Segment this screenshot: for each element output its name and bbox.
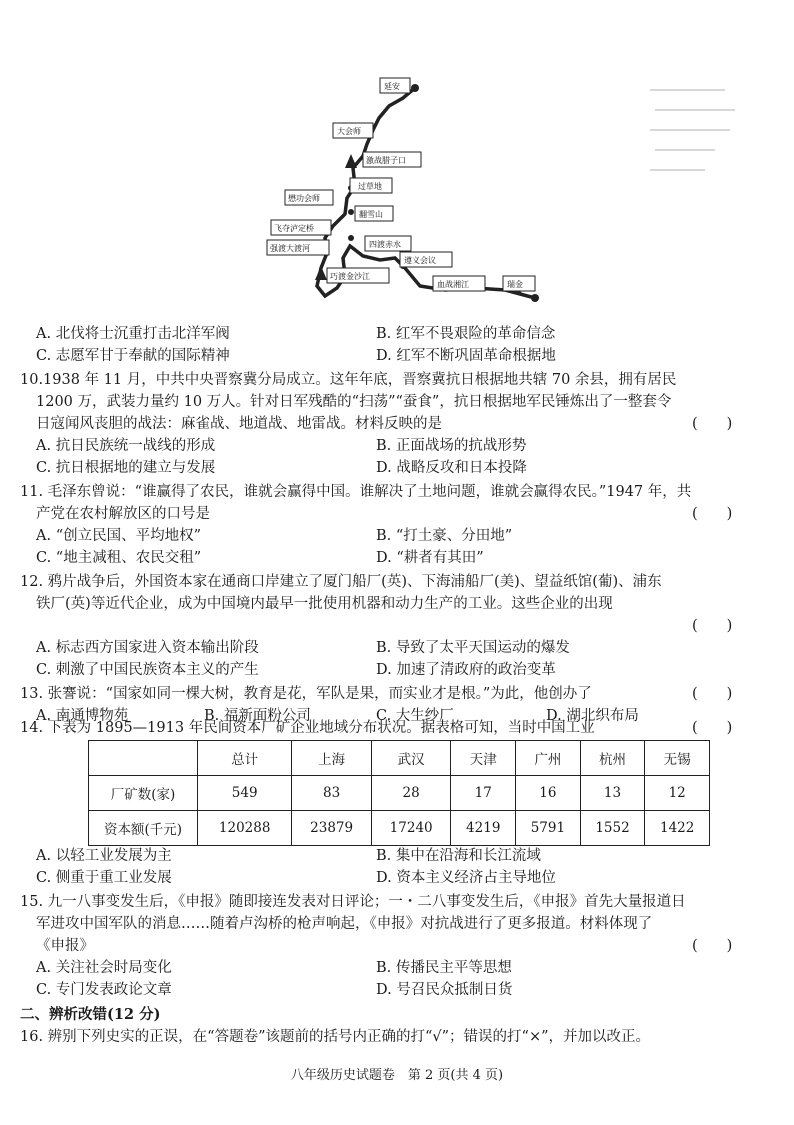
table-cell: 5791 <box>516 811 581 846</box>
table-cell: 4219 <box>451 811 516 846</box>
table-cell: 17 <box>451 776 516 811</box>
q11-answer-paren: ( ) <box>692 506 733 522</box>
map-label: 遵义会议 <box>404 256 436 265</box>
q11-option-b: B. “打土豪、分田地” <box>376 528 513 544</box>
map-label: 翻雪山 <box>359 210 383 219</box>
q12-text-line-2: 铁厂(英)等近代企业，成为中国境内最早一批使用机器和动力生产的工业。这些企业的出现 <box>36 596 613 612</box>
q10-option-c: C. 抗日根据地的建立与发展 <box>36 460 216 476</box>
q15-option-c: C. 专门发表政论文章 <box>36 982 172 998</box>
table-cell: 28 <box>371 776 451 811</box>
q11-option-c: C. “地主减租、农民交租” <box>36 550 202 566</box>
q12-option-a: A. 标志西方国家进入资本输出阶段 <box>36 640 259 656</box>
q11-option-a: A. “创立民国、平均地权” <box>36 528 202 544</box>
table-cell: 厂矿数(家) <box>89 776 198 811</box>
map-label: 飞夺泸定桥 <box>274 224 314 233</box>
q9-option-a: A. 北伐将士沉重打击北洋军阀 <box>36 326 230 342</box>
table-header-cell: 广州 <box>516 741 581 776</box>
q14-option-d: D. 资本主义经济占主导地位 <box>376 870 556 886</box>
q15-option-d: D. 号召民众抵制日货 <box>376 982 513 998</box>
q14-option-a: A. 以轻工业发展为主 <box>36 848 172 864</box>
map-label: 懋功会师 <box>288 194 320 203</box>
table-cell: 549 <box>198 776 292 811</box>
q14-option-b: B. 集中在沿海和长江流域 <box>376 848 541 864</box>
q11-text-line-2: 产党在农村解放区的口号是 <box>36 506 210 522</box>
q9-option-d: D. 红军不断巩固革命根据地 <box>376 348 556 364</box>
page-footer: 八年级历史试题卷 第 2 页(共 4 页) <box>290 1068 504 1083</box>
table-header-cell: 杭州 <box>580 741 645 776</box>
q13-option-c: C. 大生纱厂 <box>376 708 454 724</box>
q10-text-line-3: 日寇闻风丧胆的战法：麻雀战、地道战、地雷战。材料反映的是 <box>36 416 442 432</box>
table-row <box>89 811 710 846</box>
table-row <box>89 776 710 811</box>
table-cell: 120288 <box>198 811 292 846</box>
long-march-route-map <box>255 68 555 308</box>
q16-text: 16. 辨别下列史实的正误，在“答题卷”该题前的括号内正确的打“√”；错误的打“×”，并加以改正。 <box>20 1029 651 1045</box>
q9-option-c: C. 志愿军甘于奉献的国际精神 <box>36 348 230 364</box>
table-cell: 12 <box>645 776 710 811</box>
q12-option-d: D. 加速了清政府的政治变革 <box>376 662 556 678</box>
q10-answer-paren: ( ) <box>692 416 733 432</box>
q13-option-b: B. 福新面粉公司 <box>204 708 311 724</box>
table-cell: 13 <box>580 776 645 811</box>
q11-text-line-1: 11. 毛泽东曾说：“谁赢得了农民，谁就会赢得中国。谁解决了土地问题，谁就会赢得农民。”1947 年，共 <box>20 484 692 500</box>
q13-option-d: D. 湖北织布局 <box>546 708 639 724</box>
arrow-north <box>345 154 357 168</box>
q10-option-a: A. 抗日民族统一战线的形成 <box>36 438 216 454</box>
map-label: 过草地 <box>358 182 382 191</box>
q15-option-a: A. 关注社会时局变化 <box>36 960 172 976</box>
table-cell: 16 <box>516 776 581 811</box>
map-label: 四渡赤水 <box>369 240 401 249</box>
q14-text: 14. 下表为 1895—1913 年民间资本厂矿企业地域分布状况。据表格可知，当时中国工业 <box>20 720 595 736</box>
table-header-cell: 无锡 <box>645 741 710 776</box>
bleed-through-marks <box>645 80 745 180</box>
table-cell: 1422 <box>645 811 710 846</box>
q11-option-d: D. “耕者有其田” <box>376 550 484 566</box>
map-label: 血战湘江 <box>437 280 469 289</box>
q10-option-b: B. 正面战场的抗战形势 <box>376 438 527 454</box>
q15-answer-paren: ( ) <box>692 938 733 954</box>
q14-option-c: C. 侧重于重工业发展 <box>36 870 172 886</box>
q9-option-b: B. 红军不畏艰险的革命信念 <box>376 326 556 342</box>
map-label: 激战腊子口 <box>366 156 406 165</box>
q12-option-c: C. 刺激了中国民族资本主义的产生 <box>36 662 259 678</box>
q13-answer-paren: ( ) <box>692 686 733 702</box>
q12-option-b: B. 导致了太平天国运动的爆发 <box>376 640 570 656</box>
q10-option-d: D. 战略反攻和日本投降 <box>376 460 527 476</box>
table-cell: 资本额(千元) <box>89 811 198 846</box>
q14-enterprise-table <box>88 740 710 846</box>
q15-text-line-2: 军进攻中国军队的消息……随着卢沟桥的枪声响起，《申报》对抗战进行了更多报道。材料体现了 <box>36 916 653 932</box>
q12-text-line-1: 12. 鸦片战争后，外国资本家在通商口岸建立了厦门船厂(英)、下海浦船厂(美)、望益纸馆(葡)、浦东 <box>20 574 662 590</box>
q10-text-line-2: 1200 万，武装力量约 10 万人。针对日军残酷的“扫荡”“蚕食”，抗日根据地军民锤炼出了一整套令 <box>36 394 672 410</box>
q13-text: 13. 张謇说：“国家如同一棵大树，教育是花，军队是果，而实业才是根。”为此，他创办了 <box>20 686 592 702</box>
q15-text-line-3: 《申报》 <box>36 938 94 954</box>
map-label: 大会师 <box>337 127 361 136</box>
map-label: 巧渡金沙江 <box>330 272 370 281</box>
table-header-cell: 天津 <box>451 741 516 776</box>
map-label: 延安 <box>384 82 400 91</box>
arrow-north <box>315 266 327 280</box>
q15-text-line-1: 15. 九一八事变发生后，《申报》随即接连发表对日评论；一・二八事变发生后，《申报》首先大量报道日 <box>20 894 686 910</box>
table-header-row <box>89 741 710 776</box>
q14-answer-paren: ( ) <box>692 720 733 736</box>
map-label: 强渡大渡河 <box>270 244 310 253</box>
table-header-cell <box>89 741 198 776</box>
q12-answer-paren: ( ) <box>692 618 733 634</box>
table-header-cell: 总计 <box>198 741 292 776</box>
section-heading: 二、辨析改错(12 分) <box>20 1006 161 1023</box>
q10-text-line-1: 10.1938 年 11 月，中共中央晋察冀分局成立。这年年底，晋察冀抗日根据地共辖 70 余县，拥有居民 <box>20 372 677 388</box>
table-header-cell: 武汉 <box>371 741 451 776</box>
q13-option-a: A. 南通博物苑 <box>36 708 129 724</box>
map-label: 瑞金 <box>507 280 523 289</box>
q15-option-b: B. 传播民主平等思想 <box>376 960 512 976</box>
table-cell: 1552 <box>580 811 645 846</box>
table-cell: 23879 <box>292 811 372 846</box>
table-header-cell: 上海 <box>292 741 372 776</box>
table-cell: 83 <box>292 776 372 811</box>
table-cell: 17240 <box>371 811 451 846</box>
